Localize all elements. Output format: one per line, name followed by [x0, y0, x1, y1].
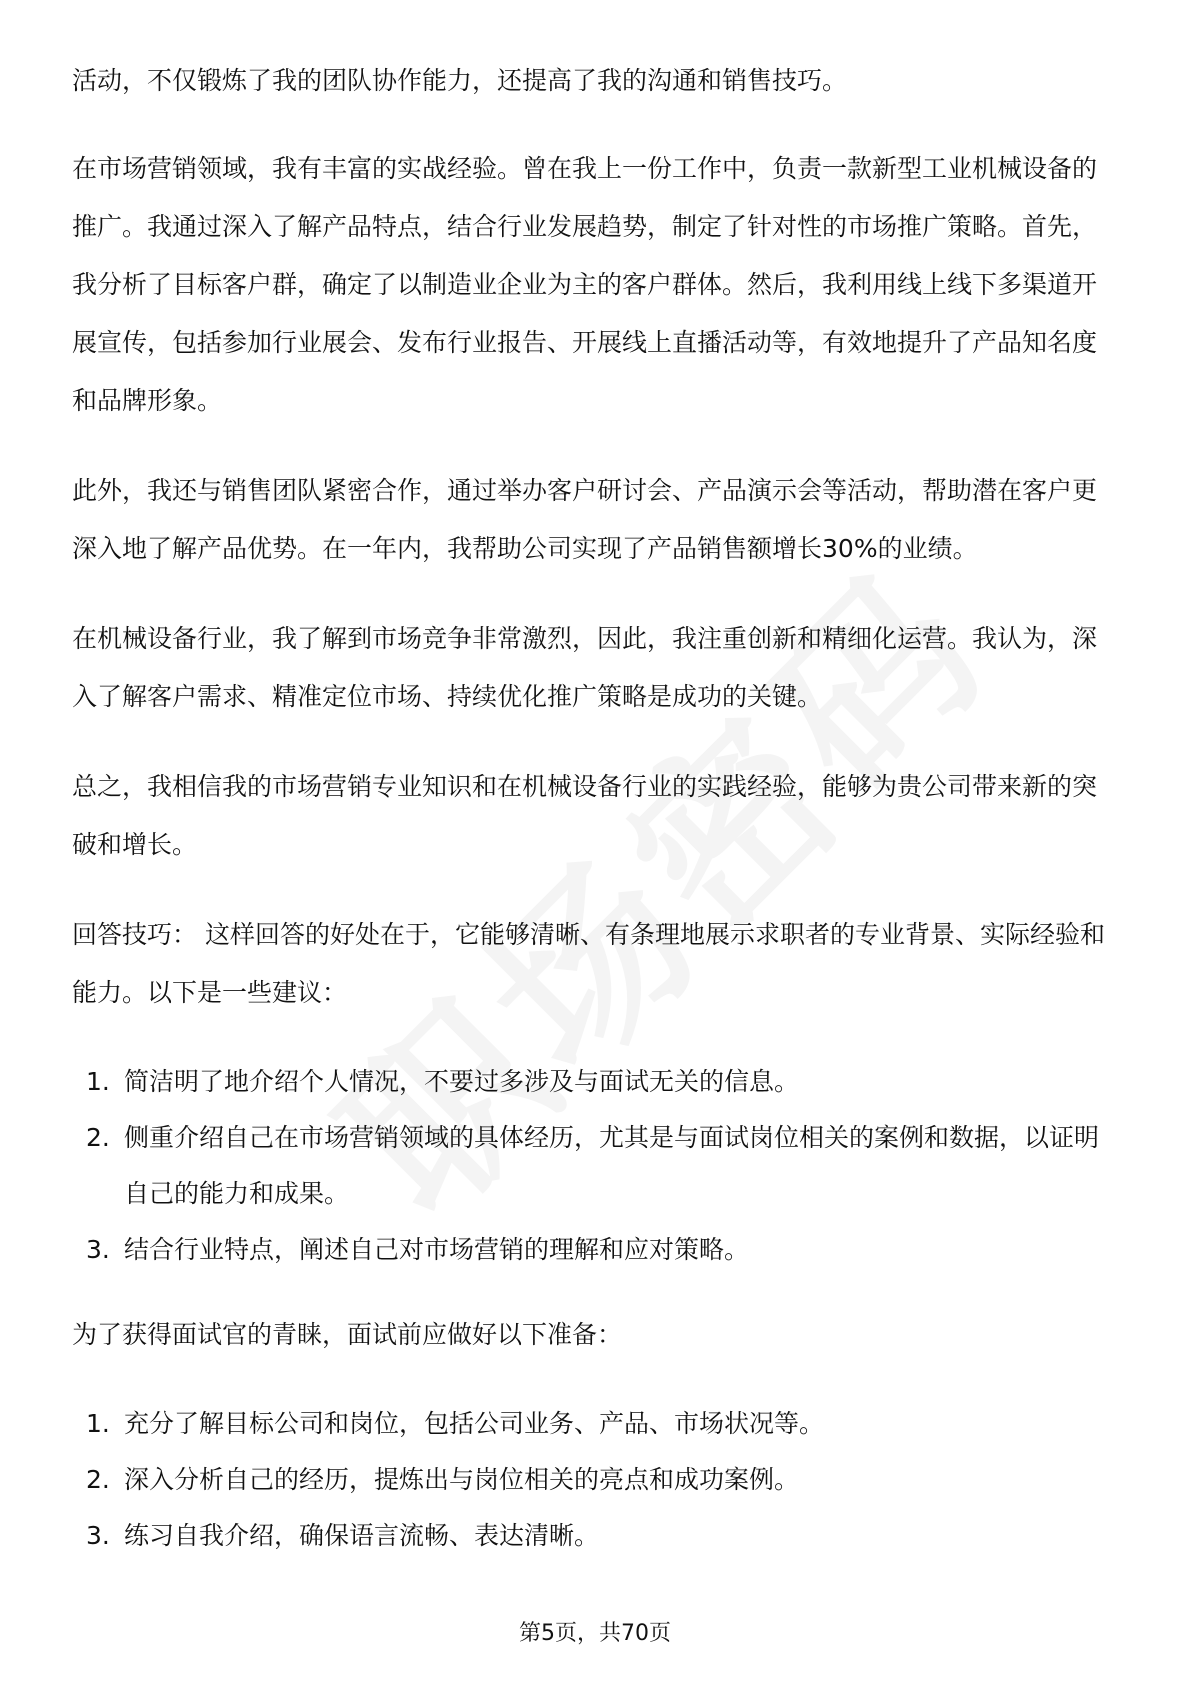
paragraph-answer-tips: 回答技巧： 这样回答的好处在于，它能够清晰、有条理地展示求职者的专业背景、实际经验和能力。以下是一些建议：: [72, 920, 1105, 1007]
paragraph-sales-cooperation: 此外，我还与销售团队紧密合作，通过举办客户研讨会、产品演示会等活动，帮助潜在客户更深入地了解产品优势。在一年内，我帮助公司实现了产品销售额增长30%的业绩。: [72, 476, 1098, 563]
list-item-text: 深入分析自己的经历，提炼出与岗位相关的亮点和成功案例。: [124, 1465, 800, 1494]
list-number: 1.: [86, 1067, 110, 1096]
list-item: [72, 1054, 1118, 1110]
list-item-text: 结合行业特点，阐述自己对市场营销的理解和应对策略。: [124, 1235, 750, 1264]
preparation-list: [72, 1396, 1118, 1564]
paragraph-marketing-experience: 在市场营销领域，我有丰富的实战经验。曾在我上一份工作中，负责一款新型工业机械设备的推广。我通过深入了解产品特点，结合行业发展趋势，制定了针对性的市场推广策略。首先，我分析了目标客户群，确定了以制造业企业为主的客户群体。然后，我利用线上线下多渠道开展宣传，包括参加行业展会、发布行业报告、开展线上直播活动等，有效地提升了产品知名度和品牌形象。: [72, 154, 1098, 415]
list-item-text: 简洁明了地介绍个人情况，不要过多涉及与面试无关的信息。: [124, 1067, 800, 1096]
list-item-text: 侧重介绍自己在市场营销领域的具体经历，尤其是与面试岗位相关的案例和数据，以证明自己的能力和成果。: [124, 1123, 1100, 1208]
list-number: 3.: [86, 1235, 110, 1264]
list-item: [72, 1508, 1118, 1564]
page-number: 第5页，共70页: [519, 1621, 671, 1646]
list-number: 2.: [86, 1465, 110, 1494]
paragraph-conclusion: 总之，我相信我的市场营销专业知识和在机械设备行业的实践经验，能够为贵公司带来新的突破和增长。: [72, 772, 1098, 859]
list-number: 2.: [86, 1123, 110, 1152]
list-item: [72, 1110, 1118, 1222]
list-number: 3.: [86, 1521, 110, 1550]
paragraph-activity: 活动，不仅锻炼了我的团队协作能力，还提高了我的沟通和销售技巧。: [72, 66, 848, 95]
tips-list: [72, 1054, 1118, 1278]
list-item-text: 充分了解目标公司和岗位，包括公司业务、产品、市场状况等。: [124, 1409, 825, 1438]
list-number: 1.: [86, 1409, 110, 1438]
list-item-text: 练习自我介绍，确保语言流畅、表达清晰。: [124, 1521, 600, 1550]
page-footer: [0, 1616, 1190, 1647]
paragraph-industry-insight: 在机械设备行业，我了解到市场竞争非常激烈，因此，我注重创新和精细化运营。我认为，深入了解客户需求、精准定位市场、持续优化推广策略是成功的关键。: [72, 624, 1098, 711]
list-item: [72, 1452, 1118, 1508]
list-item: [72, 1396, 1118, 1452]
document-body: [72, 52, 1118, 1592]
paragraph-preparation-intro: 为了获得面试官的青睐，面试前应做好以下准备：: [72, 1320, 623, 1349]
list-item: [72, 1222, 1118, 1278]
